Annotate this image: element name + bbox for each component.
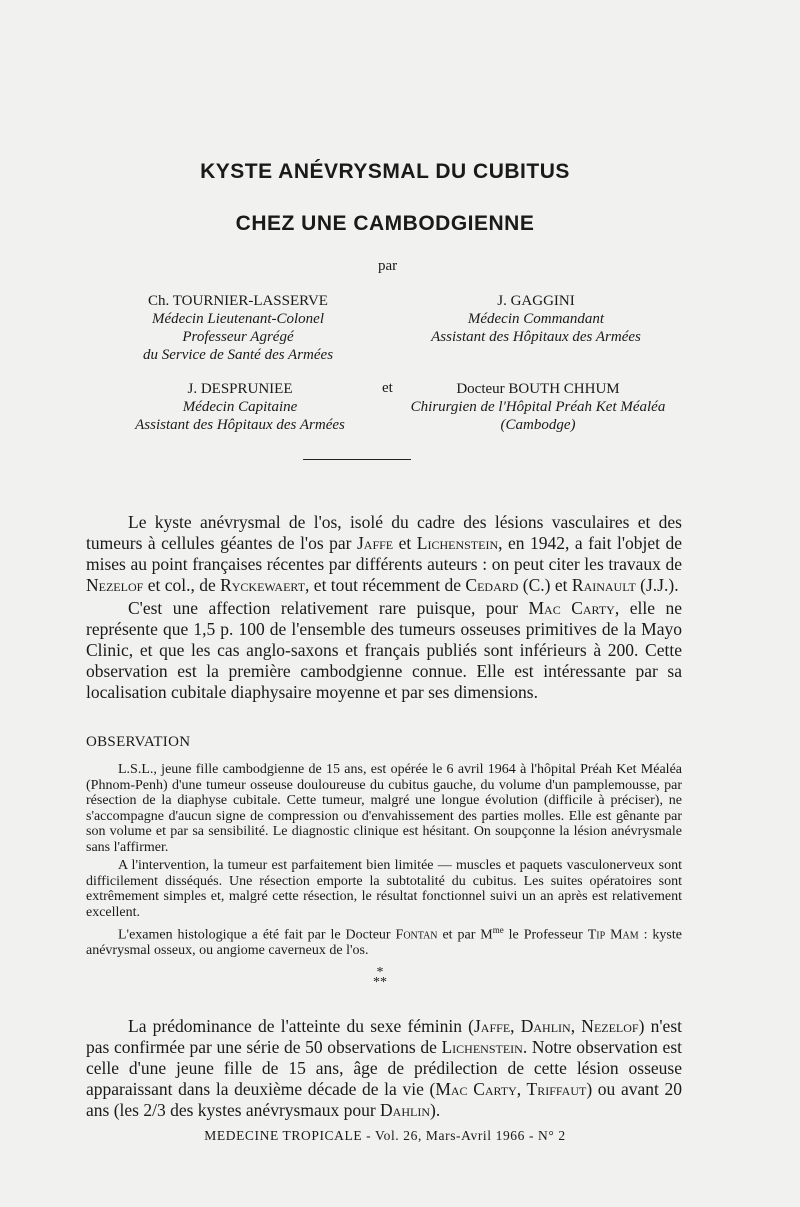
author-role: (Cambodge) bbox=[500, 417, 576, 433]
author-role: Chirurgien de l'Hôpital Préah Ket Méaléa bbox=[410, 399, 666, 415]
cited-author: Mac Carty bbox=[528, 598, 615, 618]
cited-author: Rainault bbox=[571, 575, 636, 595]
separator-rule bbox=[303, 459, 411, 460]
observation-paragraph-2: A l'intervention, la tumeur est parfaitement bien limitée — muscles et paquets vasculonerveux sont difficilement disséqués. Une résection emporte la subtotalité du cubitus. Les suites opératoires sont extrêmement simples et, malgré cette résection, le résultat fonctionnel suivi un an après est relativement excellent. bbox=[86, 858, 682, 920]
author-role: Assistant des Hôpitaux des Armées bbox=[135, 417, 345, 433]
observation-heading: OBSERVATION bbox=[86, 734, 191, 750]
cited-author: Lichenstein bbox=[441, 1037, 523, 1057]
author-block-1 bbox=[118, 292, 358, 364]
intro-paragraph-1: Le kyste anévrysmal de l'os, isolé du cadre des lésions vasculaires et des tumeurs à cellules géantes de l'os par Jaffe et Lichenstein, en 1942, a fait l'objet de mises au point françaises récentes par différents auteurs : on peut citer les travaux de Nezelof et col., de Ryckewaert, et tout récemment de Cedard (C.) et Rainault (J.J.). bbox=[86, 512, 682, 595]
cited-author: Lichenstein bbox=[416, 533, 499, 553]
author-role: Médecin Commandant bbox=[467, 311, 605, 327]
section-asterism: * ** bbox=[373, 965, 387, 990]
journal-footer: MEDECINE TROPICALE - Vol. 26, Mars-Avril 1966 - N° 2 bbox=[204, 1128, 566, 1143]
cited-author: Jaffe bbox=[356, 533, 394, 553]
and-label: et bbox=[382, 380, 393, 396]
author-role: Professeur Agrégé bbox=[182, 329, 294, 345]
author-name: Ch. TOURNIER-LASSERVE bbox=[148, 293, 328, 309]
author-name: J. DESPRUNIEE bbox=[187, 381, 293, 397]
discussion-text bbox=[86, 1016, 682, 1121]
article-title-line-2: CHEZ UNE CAMBODGIENNE bbox=[235, 212, 535, 235]
cited-author: Cedard bbox=[465, 575, 519, 595]
cited-author: Jaffe, Dahlin, Nezelof bbox=[474, 1016, 639, 1036]
by-label: par bbox=[378, 258, 398, 274]
discussion-paragraph-1: La prédominance de l'atteinte du sexe féminin (Jaffe, Dahlin, Nezelof) n'est pas confirmée par une série de 50 observations de Lichenstein. Notre observation est celle d'une jeune fille de 15 ans, âge de prédilection de cette lésion osseuse apparaissant dans la deuxième décade de la vie (Mac Carty, Triffaut) ou avant 20 ans (les 2/3 des kystes anévrysmaux pour Dahlin). bbox=[86, 1016, 682, 1120]
cited-author: Mac Carty, Triffaut bbox=[435, 1079, 587, 1099]
author-block-4 bbox=[395, 380, 681, 434]
cited-author: Nezelof bbox=[86, 575, 144, 595]
article-title-line-1: KYSTE ANÉVRYSMAL DU CUBITUS bbox=[200, 160, 570, 183]
author-role: Médecin Capitaine bbox=[182, 399, 298, 415]
author-block-3 bbox=[112, 380, 368, 434]
cited-author: Dahlin bbox=[380, 1100, 431, 1120]
observation-paragraph-3: L'examen histologique a été fait par le Docteur Fontan et par $M^{me}$ le Professeur Tip Mam : kyste anévrysmal osseux, ou angiome caverneux de l'os. bbox=[86, 925, 682, 959]
author-role: Médecin Lieutenant-Colonel bbox=[151, 311, 325, 327]
author-name: J. GAGGINI bbox=[497, 293, 575, 309]
intro-text bbox=[86, 512, 682, 703]
cited-author: Fontan bbox=[395, 927, 438, 943]
observation-paragraph-1: L.S.L., jeune fille cambodgienne de 15 ans, est opérée le 6 avril 1964 à l'hôpital Préah Ket Méaléa (Phnom-Penh) d'une tumeur osseuse douloureuse du cubitus gauche, du volume d'un pamplemousse, par résection de la diaphyse cubitale. Cette tumeur, malgré une longue évolution (difficile à préciser), ne s'accompagne d'aucun signe de compression ou d'envahissement des parties molles. Elle est gênante par son volume et par sa sensibilité. Le diagnostic clinique est hésitant. On soupçonne la lésion anévrysmale sans l'affirmer. bbox=[86, 762, 682, 855]
cited-author: Tip Mam bbox=[587, 927, 639, 943]
intro-paragraph-2: C'est une affection relativement rare puisque, pour Mac Carty, elle ne représente que 1,5 p. 100 de l'ensemble des tumeurs osseuses primitives de la Mayo Clinic, et que les cas anglo-saxons et français publiés sont inférieurs à 200. Cette observation est la première cambodgienne connue. Elle est intéressante par sa localisation cubitale diaphysaire moyenne et par ses dimensions. bbox=[86, 598, 683, 702]
author-block-2 bbox=[405, 292, 667, 346]
author-role: du Service de Santé des Armées bbox=[142, 347, 334, 363]
observation-text bbox=[86, 762, 682, 962]
author-name: Docteur BOUTH CHHUM bbox=[456, 381, 620, 397]
cited-author: Ryckewaert bbox=[220, 575, 306, 595]
author-role: Assistant des Hôpitaux des Armées bbox=[431, 329, 641, 345]
